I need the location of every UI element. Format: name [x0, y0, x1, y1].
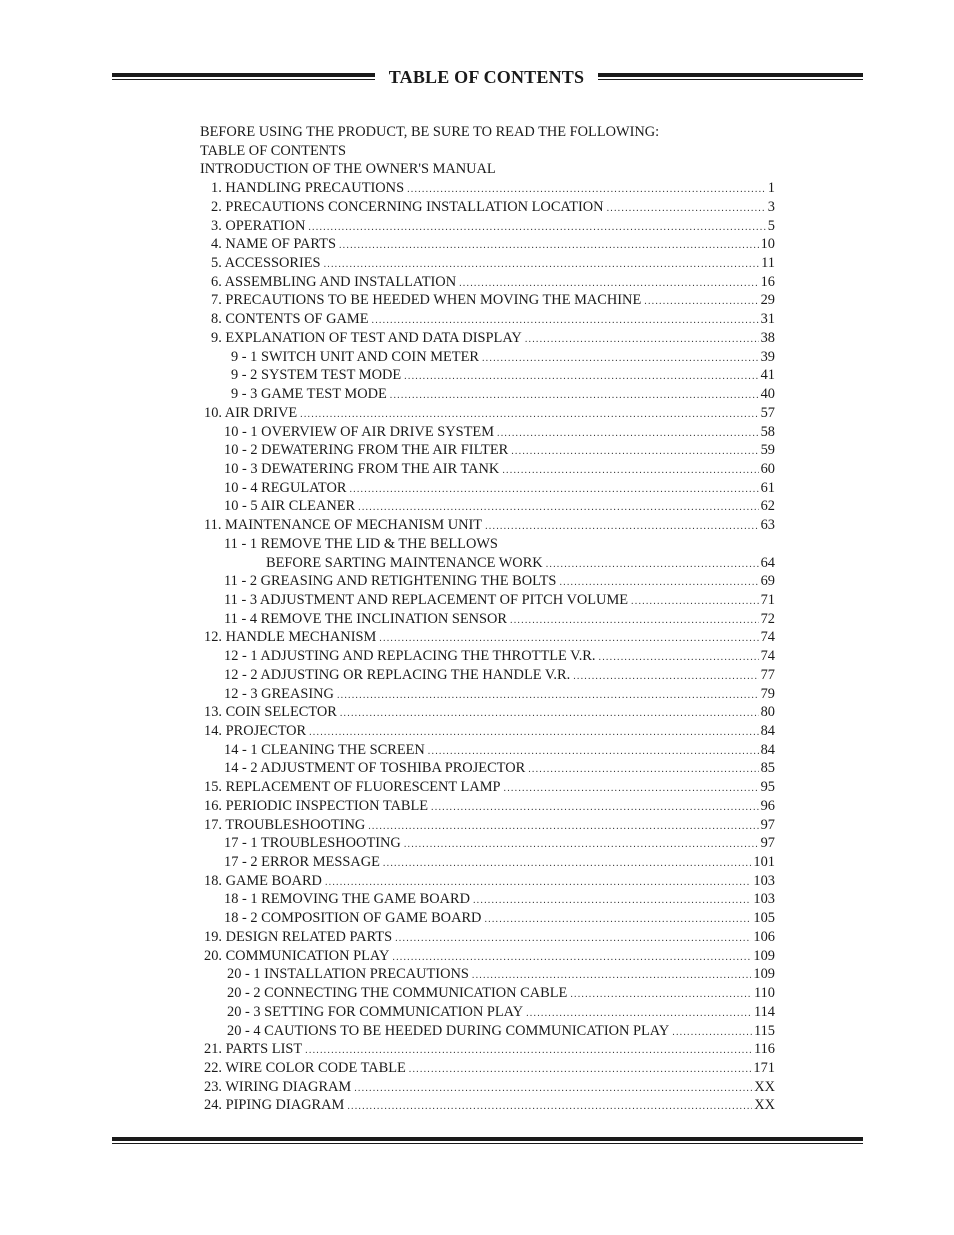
toc-entry-page: 38 [760, 329, 775, 346]
dot-leader [511, 443, 758, 462]
toc-entry-page: 80 [760, 704, 775, 721]
toc-entry-label: 7. PRECAUTIONS TO BE HEEDED WHEN MOVING THE MACHINE [211, 292, 642, 309]
toc-entry-page: 106 [753, 928, 775, 945]
toc-entry-page: 115 [753, 1022, 775, 1039]
toc-entry-page: 95 [760, 779, 775, 796]
toc-entry-label: 10 - 5 AIR CLEANER [224, 498, 356, 515]
toc-entry [200, 217, 775, 236]
toc-entry-page: 101 [753, 854, 775, 871]
toc-entry [200, 273, 775, 292]
dot-leader [510, 612, 759, 631]
toc-entry-page: 84 [760, 723, 775, 739]
toc-entry [200, 235, 775, 254]
dot-leader [631, 593, 759, 612]
toc-entry-page: 16 [760, 273, 775, 290]
dot-leader [473, 892, 751, 911]
toc-entry [200, 479, 775, 498]
toc-entry-page: 109 [753, 966, 775, 983]
toc-entry [200, 404, 775, 423]
toc-entry [200, 610, 775, 629]
toc-entry-page: 1 [767, 180, 775, 197]
toc-entry-label: 9. EXPLANATION OF TEST AND DATA DISPLAY [211, 329, 522, 346]
toc-entry [200, 928, 775, 947]
toc-entry-label: 20 - 3 SETTING FOR COMMUNICATION PLAY [227, 1003, 524, 1020]
toc-entry-page: 61 [760, 479, 775, 496]
toc-entry-page: 116 [753, 1041, 775, 1058]
toc-entry-page: 60 [760, 460, 775, 477]
toc-entry [200, 1096, 775, 1115]
toc-entry-label: 17. TROUBLESHOOTING [204, 816, 366, 833]
toc-entry [200, 160, 775, 179]
toc-entry-page: 97 [760, 835, 775, 852]
toc-entry-label: 10 - 1 OVERVIEW OF AIR DRIVE SYSTEM [224, 423, 495, 440]
dot-leader [528, 761, 758, 780]
toc-entry [200, 778, 775, 797]
dot-leader [337, 687, 759, 706]
toc-entry [200, 759, 775, 778]
dot-leader [484, 911, 751, 930]
dot-leader [431, 799, 759, 818]
toc-entry-label: 11 - 3 ADJUSTMENT AND REPLACEMENT OF PITCH VOLUME [224, 591, 629, 608]
toc-entry-label: 17 - 2 ERROR MESSAGE [224, 854, 380, 871]
header-rule-left-thin [112, 79, 375, 80]
toc-entry-page: 84 [760, 741, 775, 758]
toc-entry [200, 741, 775, 760]
toc-entry-label: 12. HANDLE MECHANISM [204, 629, 377, 646]
toc-entry-page: 57 [760, 404, 775, 421]
dot-leader [390, 387, 759, 406]
toc-entry [200, 965, 775, 984]
toc-entry-page: 114 [753, 1003, 775, 1020]
toc-entry-page: 39 [760, 348, 775, 365]
dot-leader [395, 930, 751, 949]
toc-entry [200, 591, 775, 610]
toc-entry [200, 1022, 775, 1041]
toc-entry-label: 18 - 2 COMPOSITION OF GAME BOARD [224, 910, 482, 927]
toc-entry [200, 441, 775, 460]
toc-entry-label: 9 - 1 SWITCH UNIT AND COIN METER [231, 348, 479, 365]
toc-entry-page: 71 [760, 591, 775, 608]
toc-entry [200, 460, 775, 479]
toc-entry [200, 142, 775, 161]
toc-entry [200, 291, 775, 310]
dot-leader [644, 293, 758, 312]
dot-leader [349, 481, 758, 500]
toc-entry-label: 12 - 1 ADJUSTING AND REPLACING THE THROTTLE V.R. [224, 648, 596, 665]
toc-entry-page: 74 [760, 629, 775, 646]
toc-entry-label: 22. WIRE COLOR CODE TABLE [204, 1059, 406, 1076]
toc-entry [200, 1040, 775, 1059]
header-rule-right [598, 73, 863, 77]
toc-entry [200, 647, 775, 666]
toc-entry [200, 535, 775, 554]
toc-entry-label: 24. PIPING DIAGRAM [204, 1097, 345, 1114]
toc-entry [200, 329, 775, 348]
toc-entry [200, 385, 775, 404]
toc-entry [200, 554, 775, 573]
toc-entry [200, 254, 775, 273]
dot-leader [354, 1080, 752, 1099]
toc-entry [200, 123, 775, 142]
toc-entry [200, 423, 775, 442]
toc-entry-label: 1. HANDLING PRECAUTIONS [211, 180, 405, 197]
toc-entry-label: 10 - 2 DEWATERING FROM THE AIR FILTER [224, 442, 509, 459]
footer-rule-thin [112, 1143, 863, 1144]
toc-entry-page: 31 [760, 311, 775, 328]
toc-entry-page: 103 [753, 872, 775, 889]
toc-entry [200, 984, 775, 1003]
dot-leader [383, 855, 751, 874]
toc-entry-page: 171 [753, 1059, 775, 1076]
dot-leader [502, 462, 758, 481]
toc-entry [200, 797, 775, 816]
toc-entry-label: 10 - 4 REGULATOR [224, 479, 347, 496]
toc-entry-page: 10 [760, 236, 775, 253]
dot-leader [340, 705, 759, 724]
toc-entry [200, 1003, 775, 1022]
toc-entry-label: 9 - 2 SYSTEM TEST MODE [231, 367, 402, 384]
toc-entry [200, 628, 775, 647]
toc-entry-label: 15. REPLACEMENT OF FLUORESCENT LAMP [204, 779, 501, 796]
dot-leader [607, 200, 766, 219]
toc-entry [200, 310, 775, 329]
toc-entry [200, 890, 775, 909]
toc-entry [200, 722, 775, 741]
page-title: TABLE OF CONTENTS [388, 67, 585, 87]
toc-entry-page: 11 [761, 255, 775, 272]
toc-entry-label: 9 - 3 GAME TEST MODE [231, 386, 387, 403]
toc-entry [200, 909, 775, 928]
dot-leader [308, 219, 765, 238]
toc-entry [200, 853, 775, 872]
toc-entry-page: 63 [760, 517, 775, 534]
toc-entry [200, 666, 775, 685]
toc-entry-label: 13. COIN SELECTOR [204, 704, 337, 721]
toc-entry-page: 77 [760, 666, 775, 683]
toc-entry-label: 6. ASSEMBLING AND INSTALLATION [211, 273, 457, 290]
toc-entry-label: 20 - 4 CAUTIONS TO BE HEEDED DURING COMMUNICATION PLAY [227, 1022, 670, 1039]
toc-entry-label: 21. PARTS LIST [204, 1041, 303, 1058]
dot-leader [485, 518, 759, 537]
dot-leader [404, 368, 758, 387]
toc-entry-label: 14 - 2 ADJUSTMENT OF TOSHIBA PROJECTOR [224, 760, 526, 777]
toc-entry-label: 14 - 1 CLEANING THE SCREEN [224, 741, 425, 758]
toc-entry-label: 14. PROJECTOR [204, 723, 307, 739]
toc-entry [200, 834, 775, 853]
toc-entry-label: 5. ACCESSORIES [211, 255, 321, 272]
dot-leader [368, 818, 758, 837]
toc-entry [200, 947, 775, 966]
dot-leader [504, 780, 759, 799]
dot-leader [599, 649, 759, 668]
header-rule-left [112, 73, 375, 77]
toc-entry-label: 11 - 1 REMOVE THE LID & THE BELLOWS [224, 535, 498, 552]
toc-entry-page: 110 [753, 985, 775, 1002]
toc-entry [200, 366, 775, 385]
toc-entry-label: 11. MAINTENANCE OF MECHANISM UNIT [204, 517, 483, 534]
toc-entry-page: 79 [760, 685, 775, 702]
toc-entry-label: 16. PERIODIC INSPECTION TABLE [204, 797, 429, 814]
dot-leader [409, 1061, 752, 1080]
toc-entry-label: 12 - 2 ADJUSTING OR REPLACING THE HANDLE V.R. [224, 666, 571, 683]
dot-leader [482, 350, 759, 369]
toc-entry-page: 3 [767, 198, 775, 215]
toc-entry-label: 20 - 2 CONNECTING THE COMMUNICATION CABLE [227, 985, 568, 1002]
toc-entry-label: 8. CONTENTS OF GAME [211, 311, 369, 328]
toc-entry-page: 69 [760, 573, 775, 590]
toc-entry-page: 62 [760, 498, 775, 515]
toc-entry-label: 11 - 4 REMOVE THE INCLINATION SENSOR [224, 610, 508, 627]
toc-entry-label: 17 - 1 TROUBLESHOOTING [224, 835, 401, 852]
toc-entry-page: 59 [760, 442, 775, 459]
dot-leader [546, 556, 759, 575]
toc-entry [200, 703, 775, 722]
toc-entry [200, 1078, 775, 1097]
toc-entry-label: 10. AIR DRIVE [204, 404, 298, 421]
toc-entry-label: 4. NAME OF PARTS [211, 236, 336, 253]
toc-entry [200, 516, 775, 535]
toc-entry-label: 10 - 3 DEWATERING FROM THE AIR TANK [224, 460, 500, 477]
toc-entry-label: 20. COMMUNICATION PLAY [204, 947, 390, 964]
toc-entry-label: TABLE OF CONTENTS [200, 142, 346, 159]
dot-leader [497, 425, 759, 444]
toc-list [200, 123, 775, 1115]
toc-entry-page: 29 [760, 292, 775, 309]
toc-entry-label: 11 - 2 GREASING AND RETIGHTENING THE BOLTS [224, 573, 557, 590]
toc-entry-label: BEFORE SARTING MAINTENANCE WORK [266, 554, 543, 571]
toc-entry [200, 348, 775, 367]
toc-entry-page: 58 [760, 423, 775, 440]
dot-leader [347, 1098, 752, 1117]
toc-entry-label: 18. GAME BOARD [204, 872, 322, 889]
toc-entry-page: 96 [760, 797, 775, 814]
toc-entry-page: 64 [760, 554, 775, 571]
header-rule-right-thin [598, 79, 863, 80]
toc-entry [200, 816, 775, 835]
toc-entry [200, 497, 775, 516]
toc-entry-page: 40 [760, 386, 775, 403]
toc-entry-page: 97 [760, 816, 775, 833]
toc-entry [200, 198, 775, 217]
dot-leader [573, 668, 758, 687]
toc-entry-page: 5 [767, 217, 775, 234]
footer-rule [112, 1137, 863, 1141]
toc-entry-page: 72 [760, 610, 775, 627]
toc-entry-page: 105 [753, 910, 775, 927]
toc-entry [200, 872, 775, 891]
dot-leader [672, 1024, 752, 1043]
toc-entry-label: 23. WIRING DIAGRAM [204, 1078, 352, 1095]
toc-entry-page: 103 [753, 891, 775, 908]
toc-entry-page: 109 [753, 947, 775, 964]
toc-entry-label: INTRODUCTION OF THE OWNER'S MANUAL [200, 161, 496, 178]
toc-entry-label: 20 - 1 INSTALLATION PRECAUTIONS [227, 966, 469, 983]
toc-entry [200, 572, 775, 591]
dot-leader [404, 836, 759, 855]
toc-entry-page: 85 [760, 760, 775, 777]
toc-entry-label: BEFORE USING THE PRODUCT, BE SURE TO READ THE FOLLOWING: [200, 124, 660, 140]
toc-entry-label: 2. PRECAUTIONS CONCERNING INSTALLATION LOCATION [211, 198, 604, 215]
toc-entry-page: 41 [760, 367, 775, 384]
toc-entry [200, 179, 775, 198]
toc-entry-label: 3. OPERATION [211, 217, 306, 234]
toc-entry-page: XX [754, 1078, 775, 1095]
toc-entry-page: XX [754, 1097, 775, 1114]
toc-entry-label: 12 - 3 GREASING [224, 685, 334, 702]
toc-entry [200, 1059, 775, 1078]
toc-entry-label: 18 - 1 REMOVING THE GAME BOARD [224, 891, 470, 908]
dot-leader [570, 986, 752, 1005]
toc-entry-label: 19. DESIGN RELATED PARTS [204, 928, 393, 945]
toc-entry-page: 74 [760, 648, 775, 665]
toc-entry [200, 685, 775, 704]
dot-leader [525, 331, 759, 350]
dot-leader [339, 237, 759, 256]
